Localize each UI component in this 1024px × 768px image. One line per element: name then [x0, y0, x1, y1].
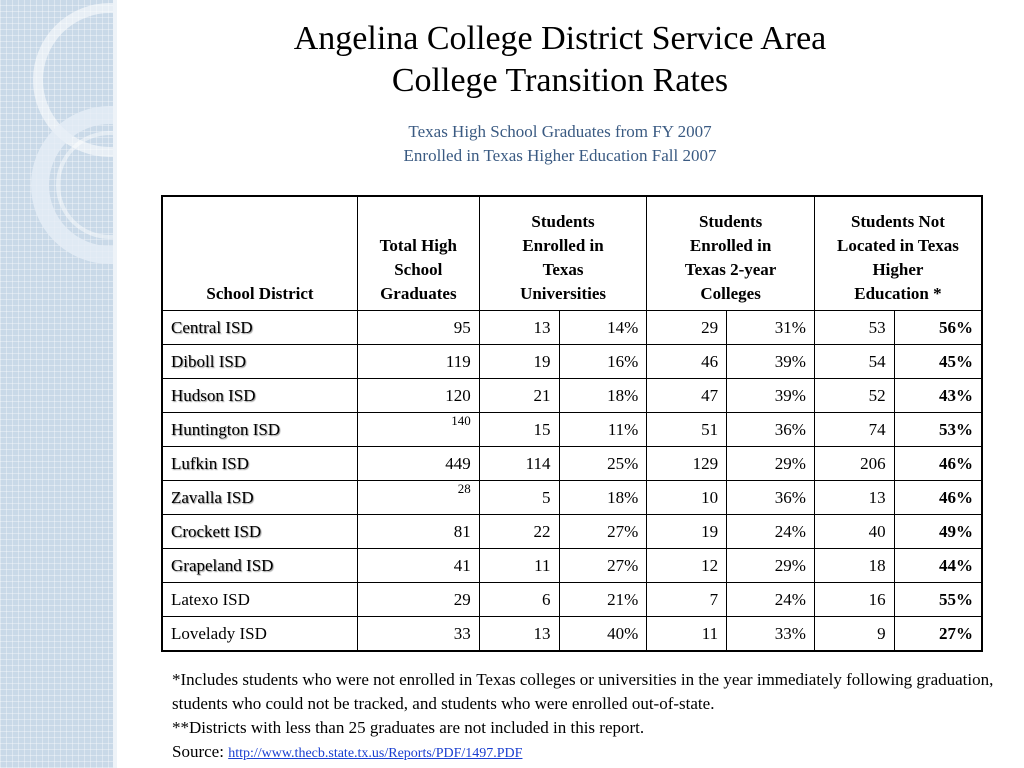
transition-rates-table: [161, 195, 983, 652]
cell-district: Lovelady ISD: [162, 617, 357, 652]
footnote-not-located: *Includes students who were not enrolled in Texas colleges or universities in the year immediately following graduation, students who could not be tracked, and students who were enrolled out-of-state.: [172, 670, 994, 713]
cell-not-located-pct: 49%: [894, 515, 982, 549]
cell-univ-count: 19: [479, 345, 559, 379]
cell-district: Hudson ISD: [162, 379, 357, 413]
table-header-row: [162, 196, 982, 311]
cell-univ-count: 11: [479, 549, 559, 583]
cell-college-count: 7: [647, 583, 727, 617]
cell-district: Crockett ISD: [162, 515, 357, 549]
cell-college-pct: 39%: [727, 345, 815, 379]
header-texas-2year-colleges: Students Enrolled in Texas 2-year Colleges: [647, 196, 815, 311]
cell-not-located-count: 9: [814, 617, 894, 652]
cell-college-pct: 36%: [727, 413, 815, 447]
cell-not-located-pct: 46%: [894, 481, 982, 515]
cell-district: Lufkin ISD: [162, 447, 357, 481]
cell-total: 140: [357, 413, 479, 447]
header-texas-universities: Students Enrolled in Texas Universities: [479, 196, 647, 311]
table-row: [162, 311, 982, 345]
cell-college-pct: 24%: [727, 583, 815, 617]
cell-univ-count: 114: [479, 447, 559, 481]
cell-college-count: 19: [647, 515, 727, 549]
cell-college-pct: 33%: [727, 617, 815, 652]
cell-total: 29: [357, 583, 479, 617]
cell-college-pct: 39%: [727, 379, 815, 413]
cell-college-count: 10: [647, 481, 727, 515]
source-label: Source:: [172, 742, 229, 761]
cell-not-located-count: 13: [814, 481, 894, 515]
title-line-2: College Transition Rates: [391, 62, 729, 99]
table-row: [162, 583, 982, 617]
cell-district: Grapeland ISD: [162, 549, 357, 583]
cell-total: 120: [357, 379, 479, 413]
table-row: [162, 413, 982, 447]
footnote-small-districts: **Districts with less than 25 graduates are not included in this report.: [172, 718, 645, 737]
footnotes: [172, 668, 1002, 766]
cell-univ-count: 6: [479, 583, 559, 617]
table-row: [162, 345, 982, 379]
cell-district: Central ISD: [162, 311, 357, 345]
cell-college-count: 129: [647, 447, 727, 481]
header-total-graduates: Total High School Graduates: [357, 196, 479, 311]
cell-total: 119: [357, 345, 479, 379]
cell-district: Diboll ISD: [162, 345, 357, 379]
cell-not-located-count: 54: [814, 345, 894, 379]
table-row: [162, 617, 982, 652]
cell-univ-count: 21: [479, 379, 559, 413]
cell-univ-pct: 21%: [559, 583, 647, 617]
table-row: [162, 447, 982, 481]
cell-college-pct: 24%: [727, 515, 815, 549]
cell-not-located-pct: 56%: [894, 311, 982, 345]
cell-not-located-pct: 45%: [894, 345, 982, 379]
subtitle-line-1: Texas High School Graduates from FY 2007: [408, 122, 712, 141]
cell-not-located-count: 74: [814, 413, 894, 447]
cell-college-pct: 31%: [727, 311, 815, 345]
side-divider: [113, 0, 117, 768]
cell-not-located-pct: 44%: [894, 549, 982, 583]
cell-college-count: 51: [647, 413, 727, 447]
cell-total: 28: [357, 481, 479, 515]
source-line: [172, 740, 1002, 766]
cell-univ-count: 22: [479, 515, 559, 549]
cell-not-located-count: 53: [814, 311, 894, 345]
cell-univ-pct: 40%: [559, 617, 647, 652]
cell-univ-pct: 16%: [559, 345, 647, 379]
cell-district: Latexo ISD: [162, 583, 357, 617]
cell-total: 95: [357, 311, 479, 345]
cell-total: 33: [357, 617, 479, 652]
table-row: [162, 379, 982, 413]
decorative-rings-graphic: [0, 0, 113, 768]
cell-univ-pct: 27%: [559, 515, 647, 549]
cell-univ-count: 5: [479, 481, 559, 515]
cell-not-located-pct: 53%: [894, 413, 982, 447]
cell-not-located-count: 16: [814, 583, 894, 617]
cell-univ-pct: 18%: [559, 379, 647, 413]
subtitle-line-2: Enrolled in Texas Higher Education Fall 2007: [403, 146, 717, 165]
cell-univ-count: 13: [479, 617, 559, 652]
cell-college-count: 47: [647, 379, 727, 413]
cell-college-count: 46: [647, 345, 727, 379]
cell-univ-count: 13: [479, 311, 559, 345]
cell-total: 449: [357, 447, 479, 481]
cell-college-count: 29: [647, 311, 727, 345]
table-row: [162, 481, 982, 515]
page-subtitle: [180, 120, 940, 168]
cell-district: Zavalla ISD: [162, 481, 357, 515]
cell-univ-pct: 25%: [559, 447, 647, 481]
cell-college-pct: 36%: [727, 481, 815, 515]
header-school-district: School District: [162, 196, 357, 311]
cell-not-located-count: 52: [814, 379, 894, 413]
header-not-located: Students Not Located in Texas Higher Education *: [814, 196, 982, 311]
cell-district: Huntington ISD: [162, 413, 357, 447]
cell-univ-pct: 27%: [559, 549, 647, 583]
title-line-1: Angelina College District Service Area: [293, 20, 827, 57]
cell-univ-pct: 14%: [559, 311, 647, 345]
cell-total: 41: [357, 549, 479, 583]
cell-not-located-count: 206: [814, 447, 894, 481]
page-title: [180, 18, 940, 102]
cell-not-located-pct: 43%: [894, 379, 982, 413]
cell-univ-count: 15: [479, 413, 559, 447]
cell-college-pct: 29%: [727, 549, 815, 583]
cell-univ-pct: 18%: [559, 481, 647, 515]
cell-not-located-count: 40: [814, 515, 894, 549]
cell-univ-pct: 11%: [559, 413, 647, 447]
cell-not-located-pct: 27%: [894, 617, 982, 652]
cell-college-count: 11: [647, 617, 727, 652]
cell-college-count: 12: [647, 549, 727, 583]
table-row: [162, 549, 982, 583]
table-row: [162, 515, 982, 549]
cell-not-located-pct: 55%: [894, 583, 982, 617]
cell-not-located-pct: 46%: [894, 447, 982, 481]
source-link[interactable]: http://www.thecb.state.tx.us/Reports/PDF/1497.PDF: [228, 746, 523, 761]
decorative-side-panel: [0, 0, 113, 768]
cell-college-pct: 29%: [727, 447, 815, 481]
cell-total: 81: [357, 515, 479, 549]
cell-not-located-count: 18: [814, 549, 894, 583]
